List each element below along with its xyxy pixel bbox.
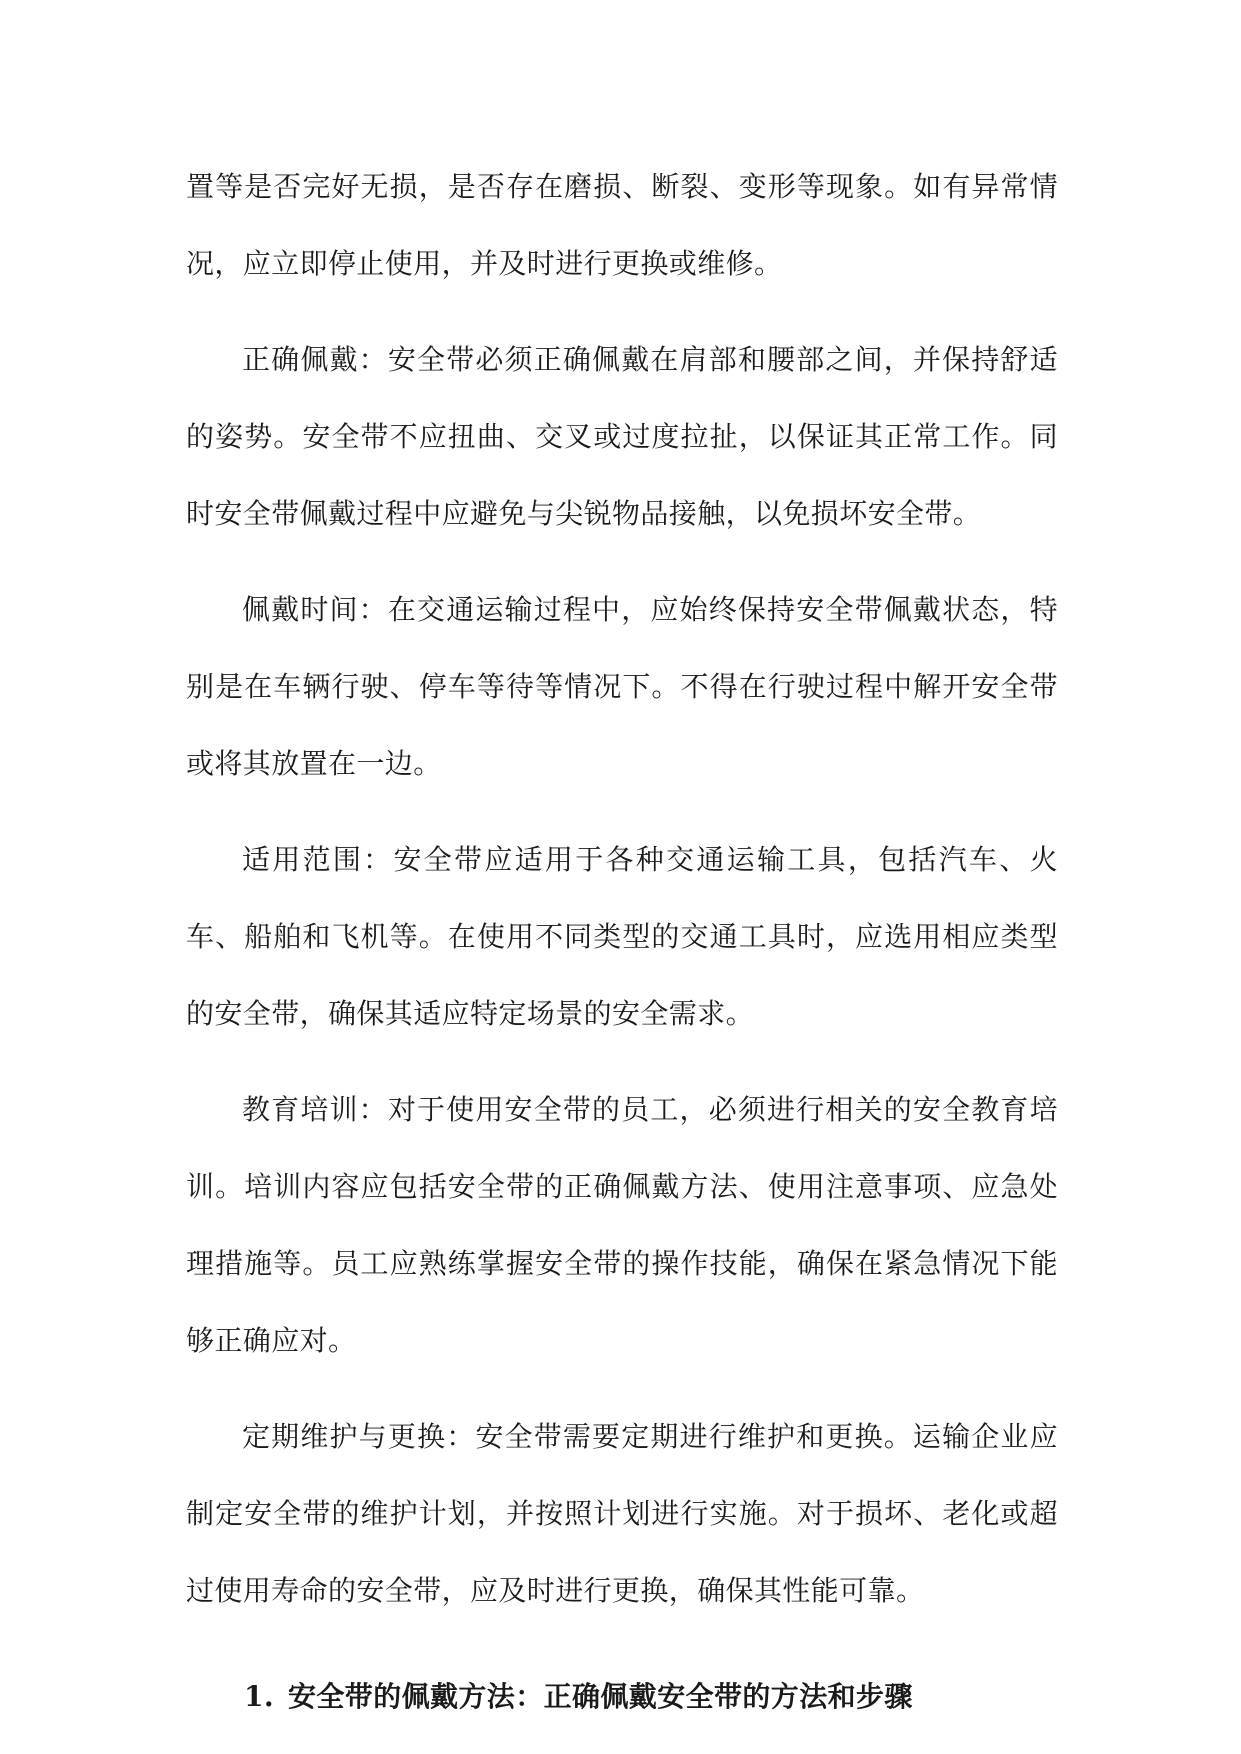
paragraph-training: 教育培训：对于使用安全带的员工，必须进行相关的安全教育培训。培训内容应包括安全带的正确佩戴方法、使用注意事项、应急处理措施等。员工应熟练掌握安全带的操作技能，确保在紧急情况下能够正确应对。: [186, 1093, 1058, 1357]
paragraph-correct-wearing: 正确佩戴：安全带必须正确佩戴在肩部和腰部之间，并保持舒适的姿势。安全带不应扭曲、交叉或过度拉扯，以保证其正常工作。同时安全带佩戴过程中应避免与尖锐物品接触，以免损坏安全带。: [186, 343, 1058, 530]
section-heading: [186, 1667, 1058, 1727]
section-number: 1.: [244, 1680, 275, 1713]
paragraph-scope: 适用范围：安全带应适用于各种交通运输工具，包括汽车、火车、船舶和飞机等。在使用不同类型的交通工具时，应选用相应类型的安全带，确保其适应特定场景的安全需求。: [186, 843, 1058, 1030]
paragraph-continuation: 置等是否完好无损，是否存在磨损、断裂、变形等现象。如有异常情况，应立即停止使用，并及时进行更换或维修。: [186, 170, 1058, 280]
document-body: [186, 148, 1058, 1727]
section-title: 安全带的佩戴方法：正确佩戴安全带的方法和步骤: [288, 1680, 913, 1713]
paragraph-maintenance: 定期维护与更换：安全带需要定期进行维护和更换。运输企业应制定安全带的维护计划，并按照计划进行实施。对于损坏、老化或超过使用寿命的安全带，应及时进行更换，确保其性能可靠。: [186, 1420, 1058, 1607]
paragraph-wearing-time: 佩戴时间：在交通运输过程中，应始终保持安全带佩戴状态，特别是在车辆行驶、停车等待等情况下。不得在行驶过程中解开安全带或将其放置在一边。: [186, 593, 1058, 780]
